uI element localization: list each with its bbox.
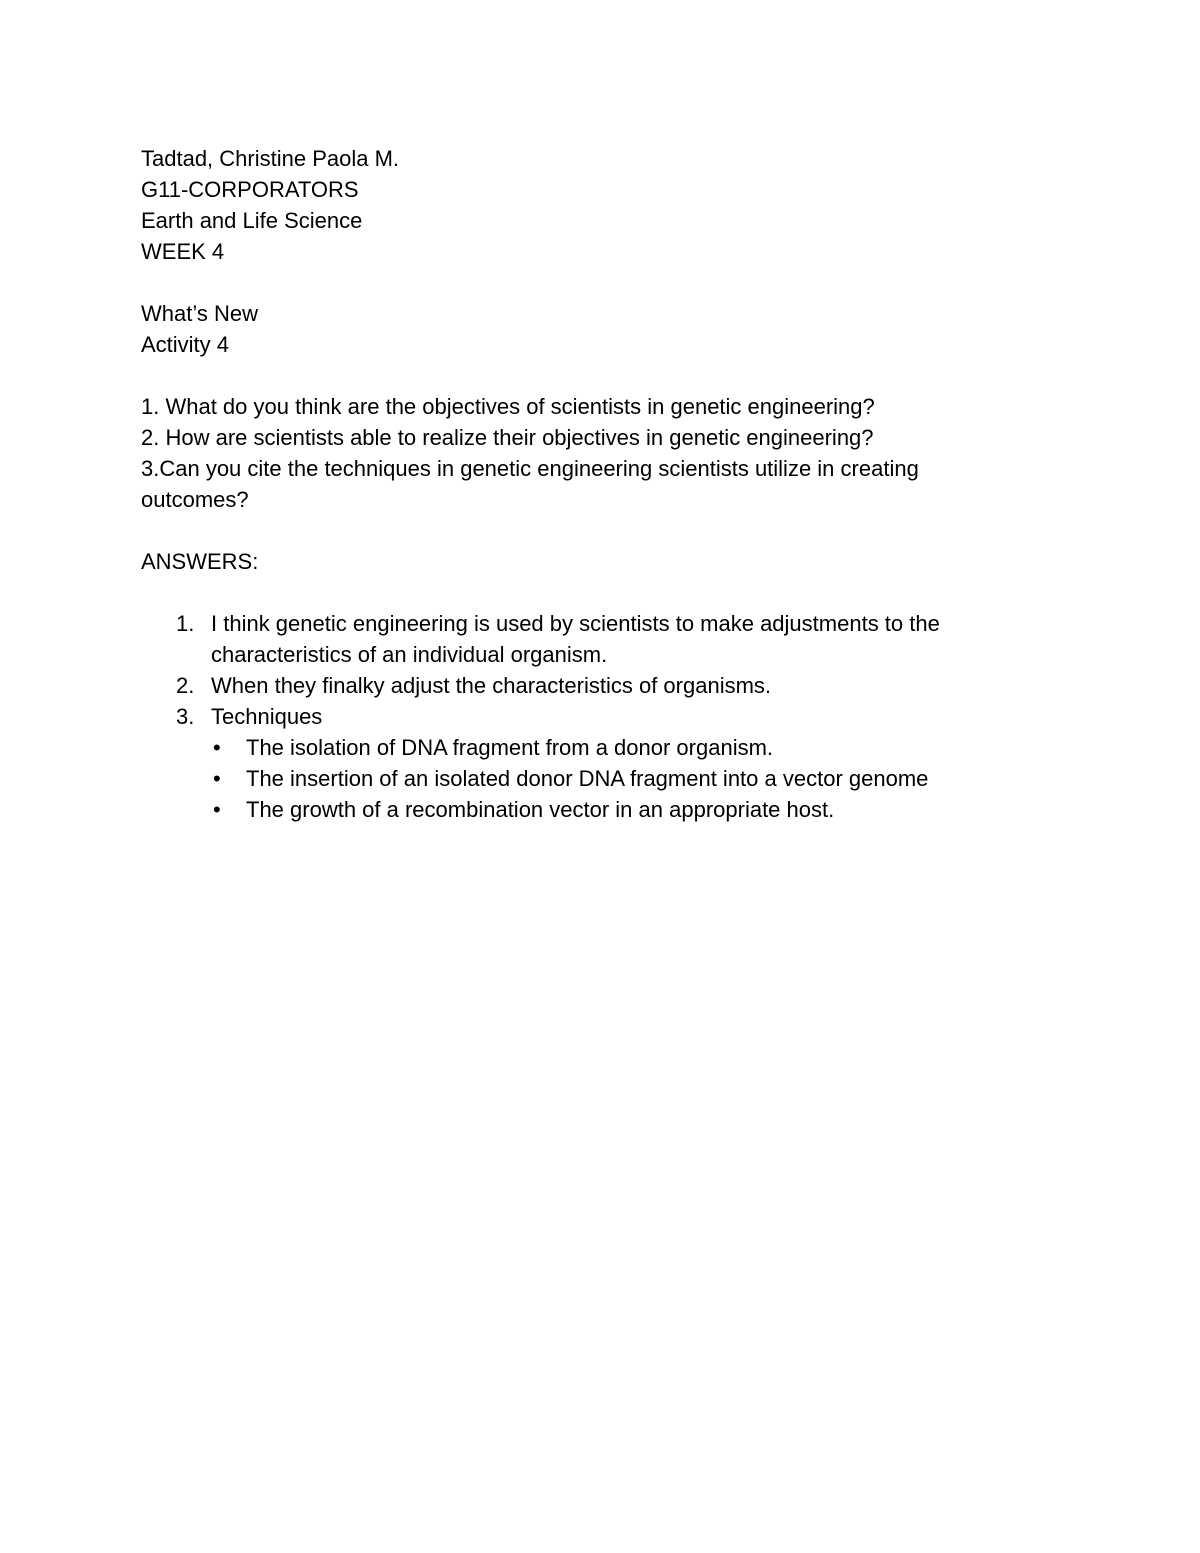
technique-text: The insertion of an isolated donor DNA fragment into a vector genome (246, 766, 929, 791)
answer-number: 3. (176, 704, 195, 729)
answer-text: I think genetic engineering is used by scientists to make adjustments to the characteristics of an individual organism. (211, 611, 940, 667)
technique-item (211, 763, 1011, 794)
subject-name: Earth and Life Science (141, 208, 363, 233)
section-name: G11-CORPORATORS (141, 177, 359, 202)
answer-number: 1. (176, 611, 195, 636)
spacer (141, 577, 1041, 608)
technique-text: The growth of a recombination vector in an appropriate host. (246, 797, 835, 822)
technique-text: The isolation of DNA fragment from a donor organism. (246, 735, 774, 760)
answer-number: 2. (176, 673, 195, 698)
bullet-icon: • (213, 766, 221, 791)
week-label: WEEK 4 (141, 239, 225, 264)
question-1: 1. What do you think are the objectives of scientists in genetic engineering? (141, 394, 875, 419)
answer-text: Techniques (211, 704, 323, 729)
technique-item (211, 794, 1011, 825)
question-3: 3.Can you cite the techniques in genetic engineering scientists utilize in creating outcomes? (141, 456, 919, 512)
document-content (141, 143, 1041, 825)
answer-item-2 (141, 670, 1011, 701)
bullet-icon: • (213, 797, 221, 822)
answer-item-1 (141, 608, 1011, 670)
spacer (141, 267, 1041, 298)
spacer (141, 515, 1041, 546)
answers-list (141, 608, 1041, 825)
answer-text: When they finalky adjust the characteristics of organisms. (211, 673, 772, 698)
activity-title: Activity 4 (141, 332, 230, 357)
activity-heading: What’s New (141, 301, 258, 326)
spacer (141, 360, 1041, 391)
techniques-list (211, 732, 1011, 825)
student-name: Tadtad, Christine Paola M. (141, 146, 400, 171)
bullet-icon: • (213, 735, 221, 760)
question-2: 2. How are scientists able to realize their objectives in genetic engineering? (141, 425, 874, 450)
technique-item (211, 732, 1011, 763)
answers-label: ANSWERS: (141, 549, 259, 574)
answer-item-3 (141, 701, 1011, 825)
